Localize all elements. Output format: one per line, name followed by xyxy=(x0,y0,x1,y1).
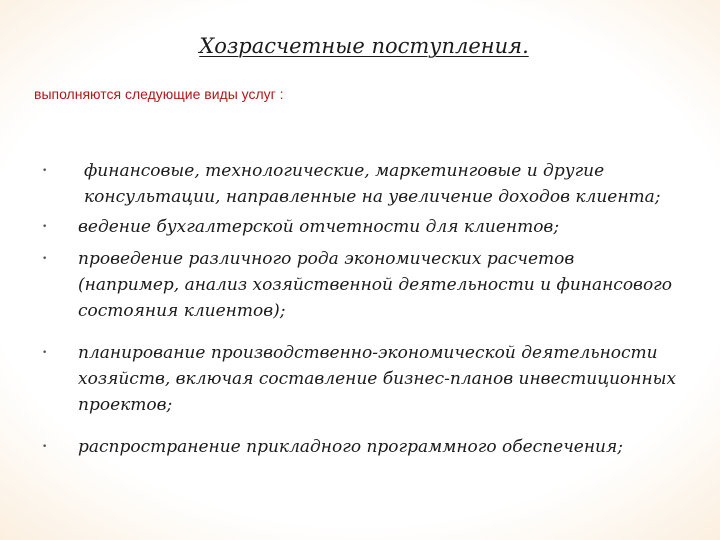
bullet-icon: • xyxy=(42,166,48,176)
list-item xyxy=(40,340,680,418)
bullet-icon: • xyxy=(42,254,48,264)
list-item-text: финансовые, технологические, маркетинговые и другие консультации, направленные на увеличение доходов клиента; xyxy=(84,161,661,207)
list-item xyxy=(40,214,680,240)
list-item-text: ведение бухгалтерской отчетности для клиентов; xyxy=(78,217,560,237)
list-item-text: планирование производственно-экономической деятельности хозяйств, включая составление бизнес-планов инвестиционных проектов; xyxy=(78,343,677,415)
list-item-text: распространение прикладного программного обеспечения; xyxy=(78,437,623,457)
slide-subtitle: выполняются следующие виды услуг : xyxy=(34,86,284,102)
services-list xyxy=(40,158,680,460)
bullet-icon: • xyxy=(42,348,48,358)
bullet-icon: • xyxy=(42,442,48,452)
list-item-text: проведение различного рода экономических расчетов (например, анализ хозяйственной деятельности и финансового состояния клиентов); xyxy=(78,249,673,321)
list-item xyxy=(40,434,680,460)
bullet-icon: • xyxy=(42,222,48,232)
slide-title: Хозрасчетные поступления. xyxy=(199,34,529,58)
list-item xyxy=(40,246,680,324)
list-item xyxy=(40,158,680,210)
